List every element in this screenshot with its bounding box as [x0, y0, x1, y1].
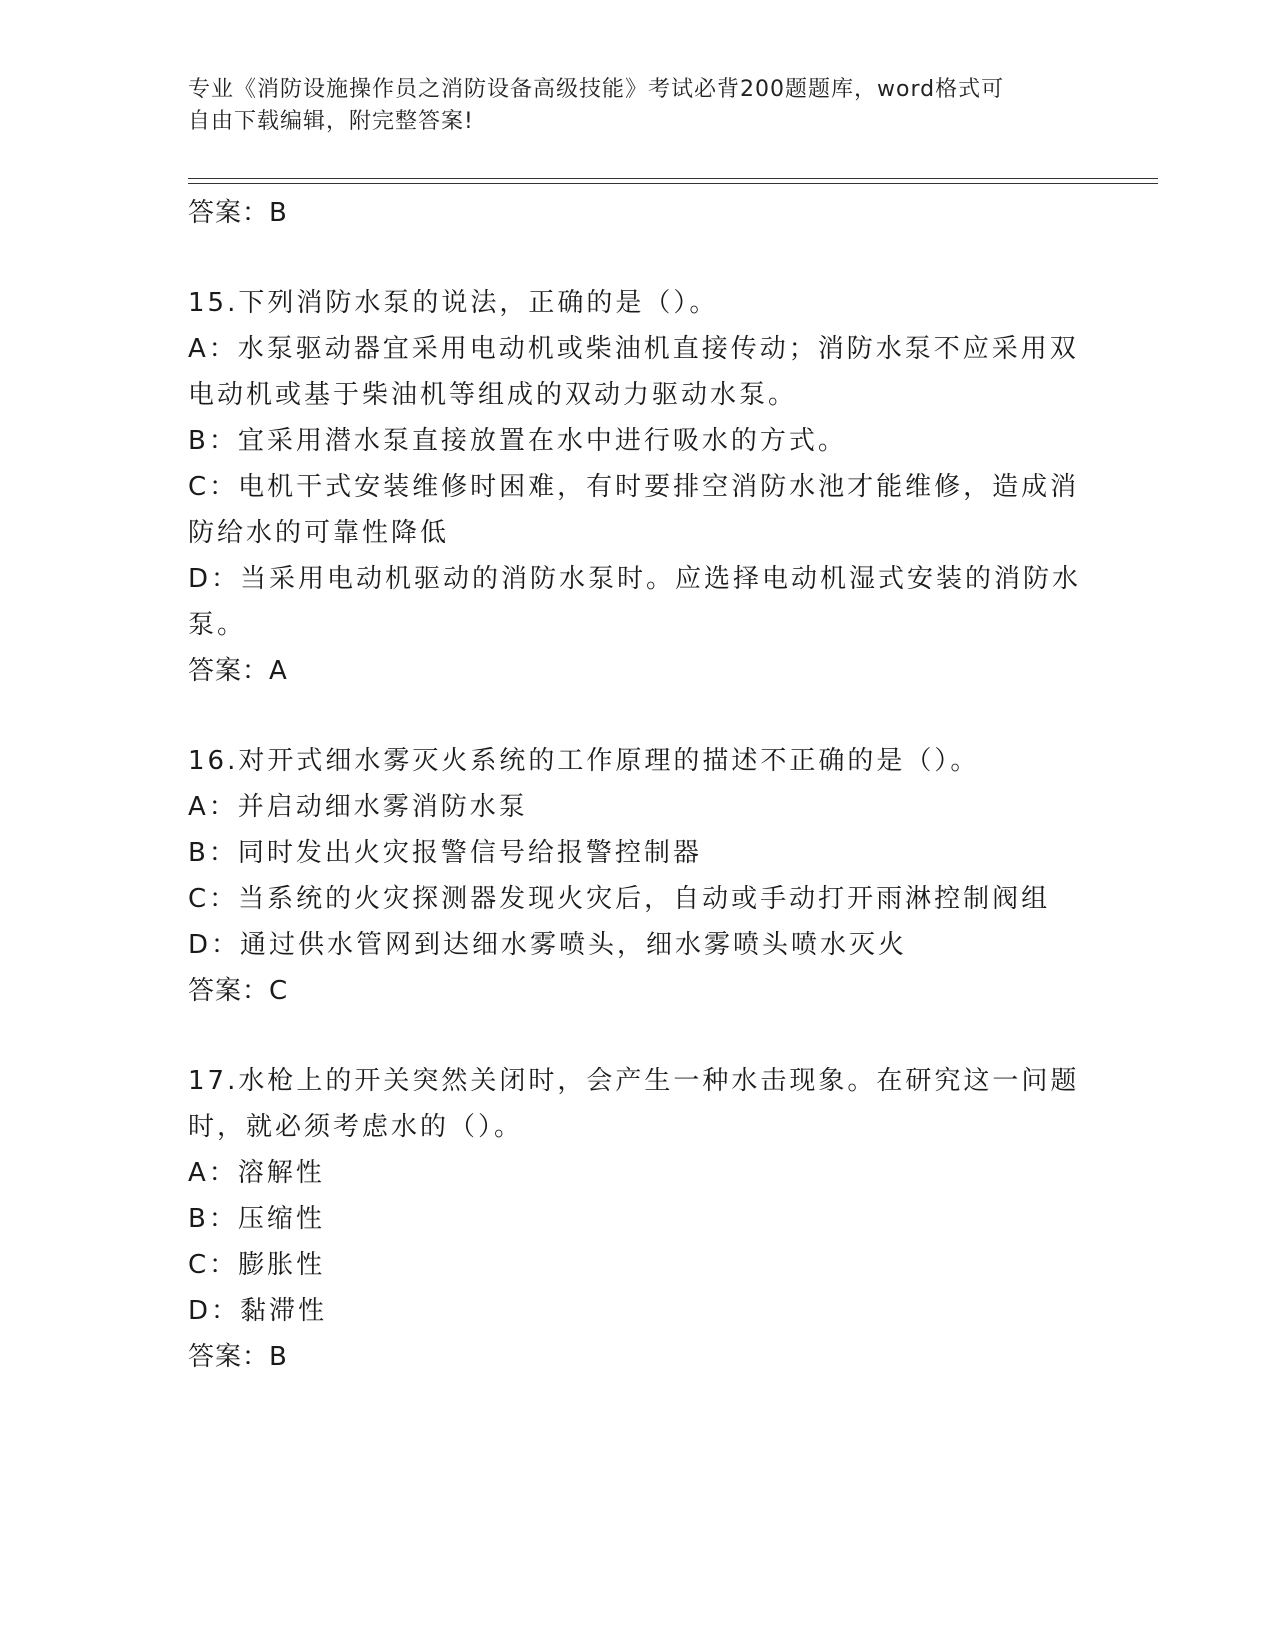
- option-b: B：压缩性: [188, 1204, 325, 1234]
- option-b: B：宜采用潜水泵直接放置在水中进行吸水的方式。: [188, 426, 847, 456]
- option-d: D：通过供水管网到达细水雾喷头，细水雾喷头喷水灭火: [188, 930, 908, 960]
- header-line-2: 自由下载编辑，附完整答案!: [188, 109, 474, 134]
- question-text: 16.对开式细水雾灭火系统的工作原理的描述不正确的是（）。: [188, 746, 980, 776]
- question-text: 17.水枪上的开关突然关闭时，会产生一种水击现象。在研究这一问题时，就必须考虑水的（）。: [188, 1066, 1080, 1142]
- option-d: D：当采用电动机驱动的消防水泵时。应选择电动机湿式安装的消防水泵。: [188, 564, 1082, 640]
- previous-answer: 答案：B: [188, 198, 288, 228]
- question-17: [188, 1058, 1088, 1380]
- header-divider-top: [188, 178, 1158, 179]
- answer: 答案：C: [188, 976, 289, 1006]
- option-c: C：膨胀性: [188, 1250, 326, 1280]
- page-header: [188, 74, 1088, 138]
- answer: 答案：B: [188, 1342, 288, 1372]
- question-list: [188, 190, 1088, 1380]
- option-a: A：水泵驱动器宜采用电动机或柴油机直接传动；消防水泵不应采用双电动机或基于柴油机等组成的双动力驱动水泵。: [188, 334, 1079, 410]
- option-a: A：并启动细水雾消防水泵: [188, 792, 528, 822]
- header-line-1: 专业《消防设施操作员之消防设备高级技能》考试必背200题题库，word格式可: [188, 77, 1005, 102]
- option-c: C：当系统的火灾探测器发现火灾后，自动或手动打开雨淋控制阀组: [188, 884, 1051, 914]
- question-15: [188, 280, 1088, 694]
- option-d: D：黏滞性: [188, 1296, 328, 1326]
- question-text: 15.下列消防水泵的说法，正确的是（）。: [188, 288, 719, 318]
- option-c: C：电机干式安装维修时困难，有时要排空消防水池才能维修，造成消防给水的可靠性降低: [188, 472, 1080, 548]
- header-divider-bottom: [188, 183, 1158, 184]
- option-b: B：同时发出火灾报警信号给报警控制器: [188, 838, 702, 868]
- option-a: A：溶解性: [188, 1158, 325, 1188]
- answer: 答案：A: [188, 656, 288, 686]
- question-16: [188, 738, 1088, 1014]
